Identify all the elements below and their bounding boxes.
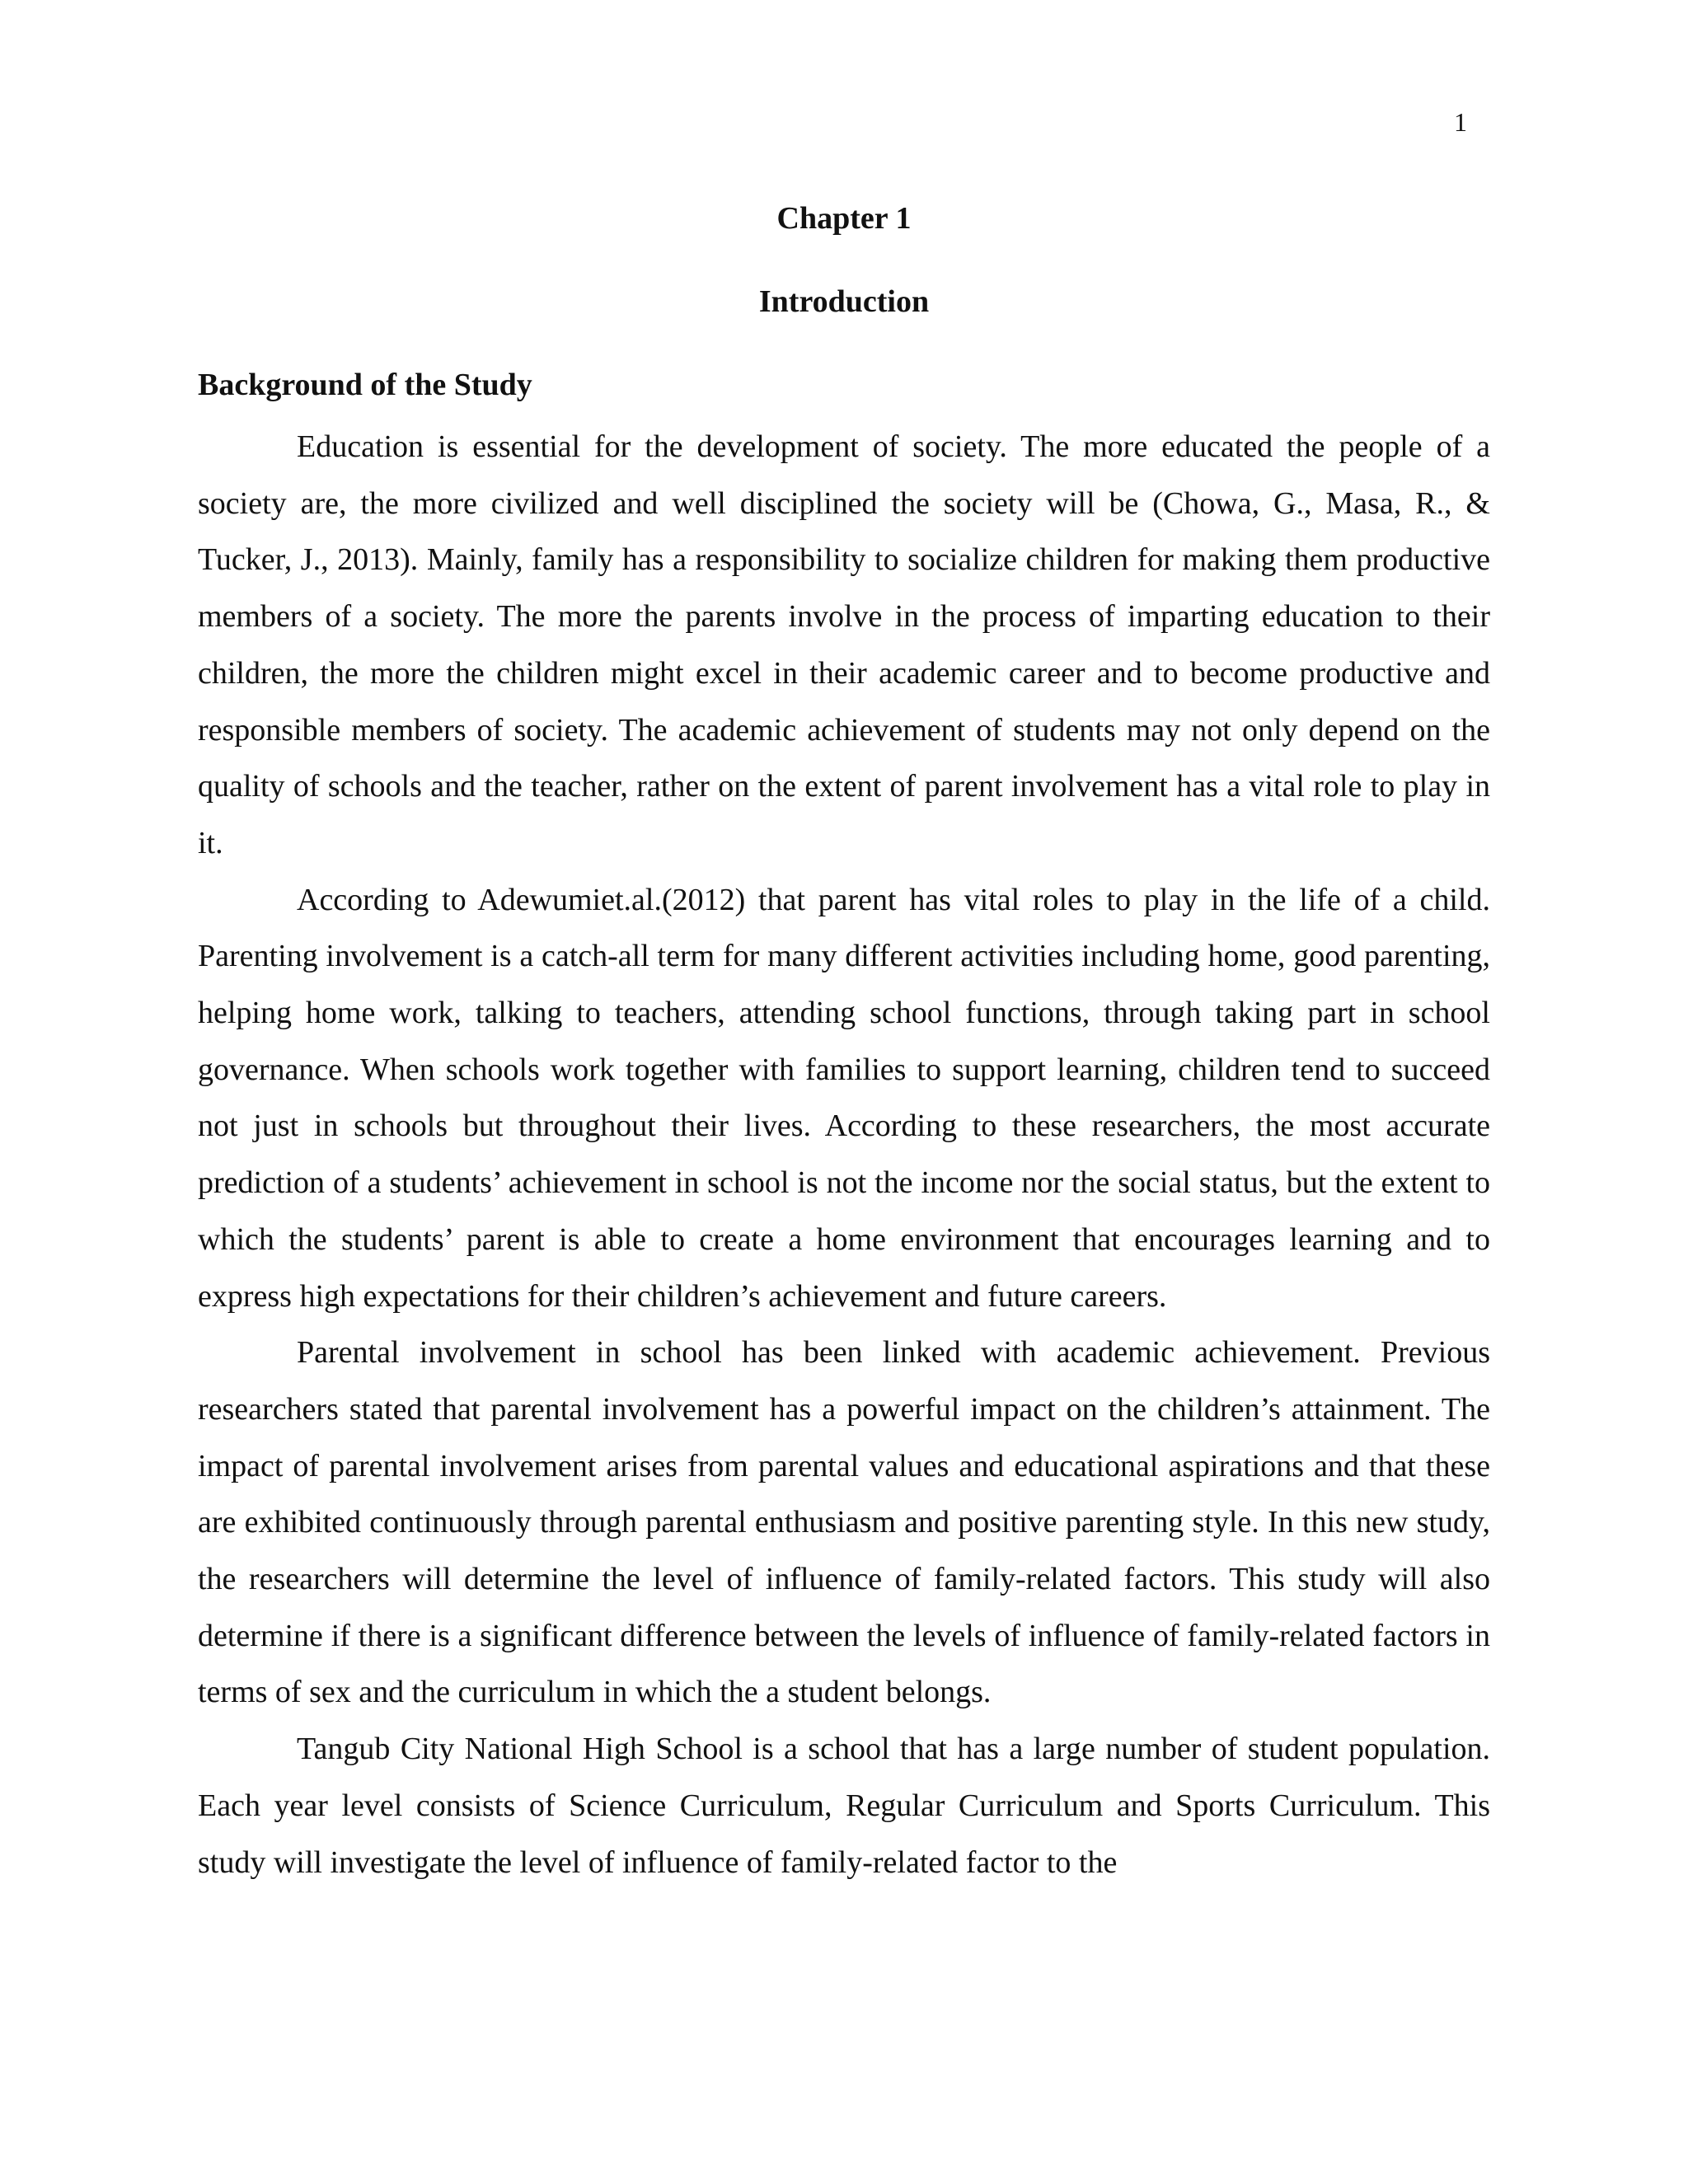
- chapter-heading: Chapter 1: [776, 201, 912, 236]
- paragraph-1: Education is essential for the development of society. The more educated the people of a society are, the more civilized and well disciplined the society will be (Chowa, G., Masa, R., & Tucker, J., 2013). Mainly, family has a responsibility to socialize children for making them productive members of a society. The more the parents involve in the process of imparting education to their children, the more the children might excel in their academic career and to become productive and responsible members of society. The academic achievement of students may not only depend on the quality of schools and the teacher, rather on the extent of parent involvement has a vital role to play in it.: [198, 429, 1490, 860]
- body-text: [198, 419, 1490, 1891]
- paragraph-4: Tangub City National High School is a school that has a large number of student population. Each year level consists of Science Curriculum, Regular Curriculum and Sports Curriculum. This study will investigate the level of influence of family-related factor to the: [198, 1732, 1490, 1880]
- page-number: 1: [1454, 107, 1467, 137]
- paragraph-2: According to Adewumiet.al.(2012) that parent has vital roles to play in the life of a child. Parenting involvement is a catch-all term for many different activities including home, good parenting, helping home work, talking to teachers, attending school functions, through taking part in school governance. When schools work together with families to support learning, children tend to succeed not just in schools but throughout their lives. According to these researchers, the most accurate prediction of a students’ achievement in school is not the income nor the social status, but the extent to which the students’ parent is able to create a home environment that encourages learning and to express high expectations for their children’s achievement and future careers.: [198, 882, 1490, 1314]
- paragraph-3: Parental involvement in school has been linked with academic achievement. Previous researchers stated that parental involvement has a powerful impact on the children’s attainment. The impact of parental involvement arises from parental values and educational aspirations and that these are exhibited continuously through parental enthusiasm and positive parenting style. In this new study, the researchers will determine the level of influence of family-related factors. This study will also determine if there is a significant difference between the levels of influence of family-related factors in terms of sex and the curriculum in which the a student belongs.: [198, 1335, 1490, 1710]
- section-heading: Background of the Study: [198, 368, 532, 402]
- chapter-title: Introduction: [758, 284, 930, 319]
